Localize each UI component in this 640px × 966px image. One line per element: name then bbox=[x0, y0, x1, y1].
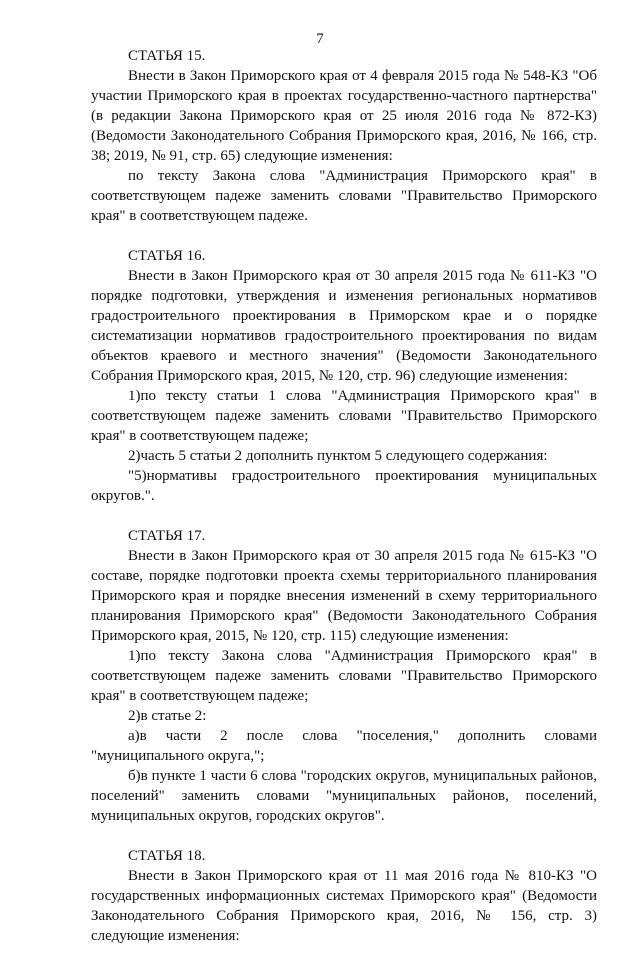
article-paragraph: б)в пункте 1 части 6 слова "городских округов, муниципальных районов, поселений" заменить словами "муниципальных районов, поселений, муниципальных округов, городских округов". bbox=[91, 768, 597, 824]
article-heading: СТАТЬЯ 16. bbox=[128, 248, 206, 264]
article-paragraph: 1)по тексту статьи 1 слова "Администрация Приморского края" в соответствующем падеже заменить словами "Правительство Приморского края" в соответствующем падеже; bbox=[91, 388, 597, 444]
article-paragraph: а)в части 2 после слова "поселения," дополнить словами "муниципального округа,"; bbox=[91, 728, 597, 764]
article-heading: СТАТЬЯ 15. bbox=[128, 48, 206, 64]
article-paragraph: по тексту Закона слова "Администрация Приморского края" в соответствующем падеже заменить словами "Правительство Приморского края" в соответствующем падеже. bbox=[91, 168, 597, 224]
page-number: 7 bbox=[316, 31, 324, 47]
article-paragraph: Внести в Закон Приморского края от 11 мая 2016 года № 810-КЗ "О государственных информационных системах Приморского края" (Ведомости Законодательного Собрания Приморского края, 2016, № 156, стр. 3) следующие изменения: bbox=[91, 868, 597, 944]
article-paragraph: Внести в Закон Приморского края от 30 апреля 2015 года № 611-КЗ "О порядке подготовки, утверждения и изменения региональных нормативов градостроительного проектирования в Приморском крае и о порядке систематизации нормативов градостроительного проектирования по видам объектов краевого и местного значения" (Ведомости Законодательного Собрания Приморского края, 2015, № 120, стр. 96) следующие изменения: bbox=[91, 268, 597, 384]
article-heading: СТАТЬЯ 18. bbox=[128, 848, 206, 864]
article-paragraph: 2)в статье 2: bbox=[128, 708, 207, 724]
article-18 bbox=[91, 846, 597, 946]
article-paragraph: "5)нормативы градостроительного проектирования муниципальных округов.". bbox=[91, 468, 597, 504]
article-paragraph: Внести в Закон Приморского края от 30 апреля 2015 года № 615-КЗ "О составе, порядке подготовки проекта схемы территориального планирования Приморского края и порядке внесения изменений в схему территориального планирования Приморского края" (Ведомости Законодательного Собрания Приморского края, 2015, № 120, стр. 115) следующие изменения: bbox=[91, 548, 597, 644]
article-paragraph: 2)часть 5 статьи 2 дополнить пунктом 5 следующего содержания: bbox=[128, 448, 548, 464]
document-body bbox=[91, 46, 597, 966]
article-16 bbox=[91, 246, 597, 506]
article-15 bbox=[91, 46, 597, 226]
article-17 bbox=[91, 526, 597, 826]
article-paragraph: Внести в Закон Приморского края от 4 февраля 2015 года № 548-КЗ "Об участии Приморского края в проектах государственно-частного партнерства" (в редакции Закона Приморского края от 25 июля 2016 года № 872-КЗ) (Ведомости Законодательного Собрания Приморского края, 2016, № 166, стр. 38; 2019, № 91, стр. 65) следующие изменения: bbox=[91, 68, 597, 164]
article-heading: СТАТЬЯ 17. bbox=[128, 528, 206, 544]
article-paragraph: 1)по тексту Закона слова "Администрация Приморского края" в соответствующем падеже заменить словами "Правительство Приморского края" в соответствующем падеже; bbox=[91, 648, 597, 704]
